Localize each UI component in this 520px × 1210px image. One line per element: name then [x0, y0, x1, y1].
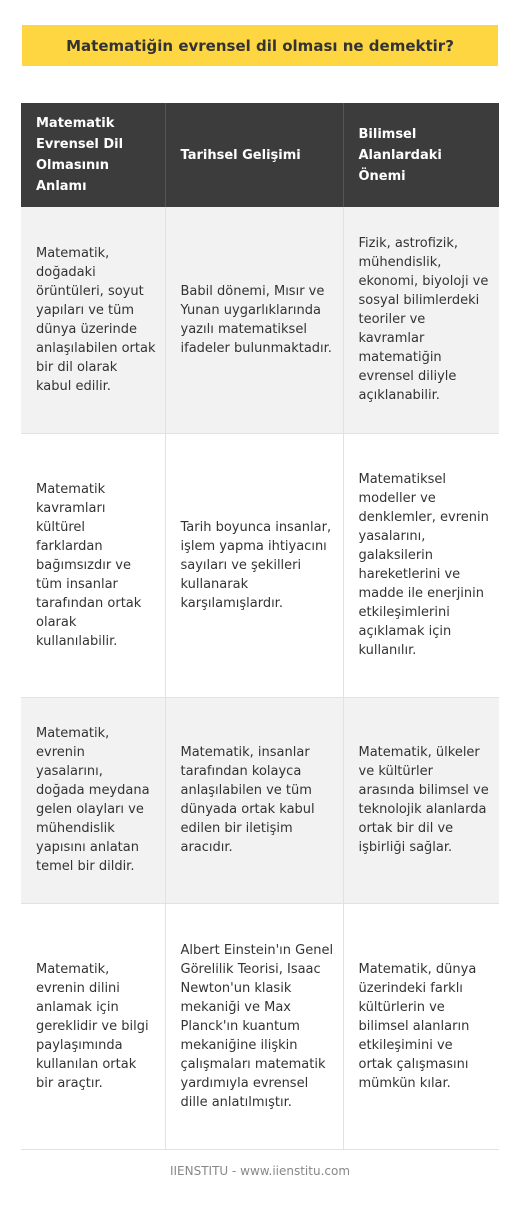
- table-cell: Albert Einstein'ın Genel Görelilik Teorisi, Isaac Newton'un klasik mekaniği ve Max Planck'ın kuantum mekaniğine ilişkin çalışmaları matematik yardımıyla evrensel dille anlatılmıştır.: [165, 903, 343, 1149]
- column-header-meaning: Matematik Evrensel Dil Olmasının Anlamı: [21, 103, 165, 207]
- comparison-table: [21, 103, 499, 1150]
- table-cell: Matematik, insanlar tarafından kolayca anlaşılabilen ve tüm dünyada ortak kabul edilen bir iletişim aracıdır.: [165, 697, 343, 903]
- table-row: [21, 697, 499, 903]
- table-cell: Matematik, evrenin yasalarını, doğada meydana gelen olayları ve mühendislik yapısını anlatan temel bir dildir.: [21, 697, 165, 903]
- table-cell: Matematik, doğadaki örüntüleri, soyut yapıları ve tüm dünya üzerinde anlaşılabilen ortak bir dil olarak kabul edilir.: [21, 207, 165, 433]
- table-cell: Matematiksel modeller ve denklemler, evrenin yasalarını, galaksilerin hareketlerini ve madde ile enerjinin etkileşimlerini açıklamak için kullanılır.: [343, 433, 499, 697]
- table-row: [21, 903, 499, 1149]
- table-header-row: [21, 103, 499, 207]
- column-header-importance: Bilimsel Alanlardaki Önemi: [343, 103, 499, 207]
- title-banner: [22, 25, 498, 66]
- page-title: Matematiğin evrensel dil olması ne demektir?: [66, 36, 454, 55]
- table-cell: Matematik, evrenin dilini anlamak için gereklidir ve bilgi paylaşımında kullanılan ortak bir araçtır.: [21, 903, 165, 1149]
- table-cell: Fizik, astrofizik, mühendislik, ekonomi, biyoloji ve sosyal bilimlerdeki teoriler ve kavramlar matematiğin evrensel diliyle açıklanabilir.: [343, 207, 499, 433]
- table-row: [21, 207, 499, 433]
- table-cell: Tarih boyunca insanlar, işlem yapma ihtiyacını sayıları ve şekilleri kullanarak karşılamışlardır.: [165, 433, 343, 697]
- table-cell: Matematik kavramları kültürel farklardan bağımsızdır ve tüm insanlar tarafından ortak olarak kullanılabilir.: [21, 433, 165, 697]
- table-cell: Babil dönemi, Mısır ve Yunan uygarlıklarında yazılı matematiksel ifadeler bulunmaktadır.: [165, 207, 343, 433]
- table-row: [21, 433, 499, 697]
- column-header-history: Tarihsel Gelişimi: [165, 103, 343, 207]
- table-cell: Matematik, dünya üzerindeki farklı kültürlerin ve bilimsel alanların etkileşimini ve ortak çalışmasını mümkün kılar.: [343, 903, 499, 1149]
- footer-credit: IIENSTITU - www.iienstitu.com: [169, 1164, 351, 1178]
- table-cell: Matematik, ülkeler ve kültürler arasında bilimsel ve teknolojik alanlarda ortak bir dil ve işbirliği sağlar.: [343, 697, 499, 903]
